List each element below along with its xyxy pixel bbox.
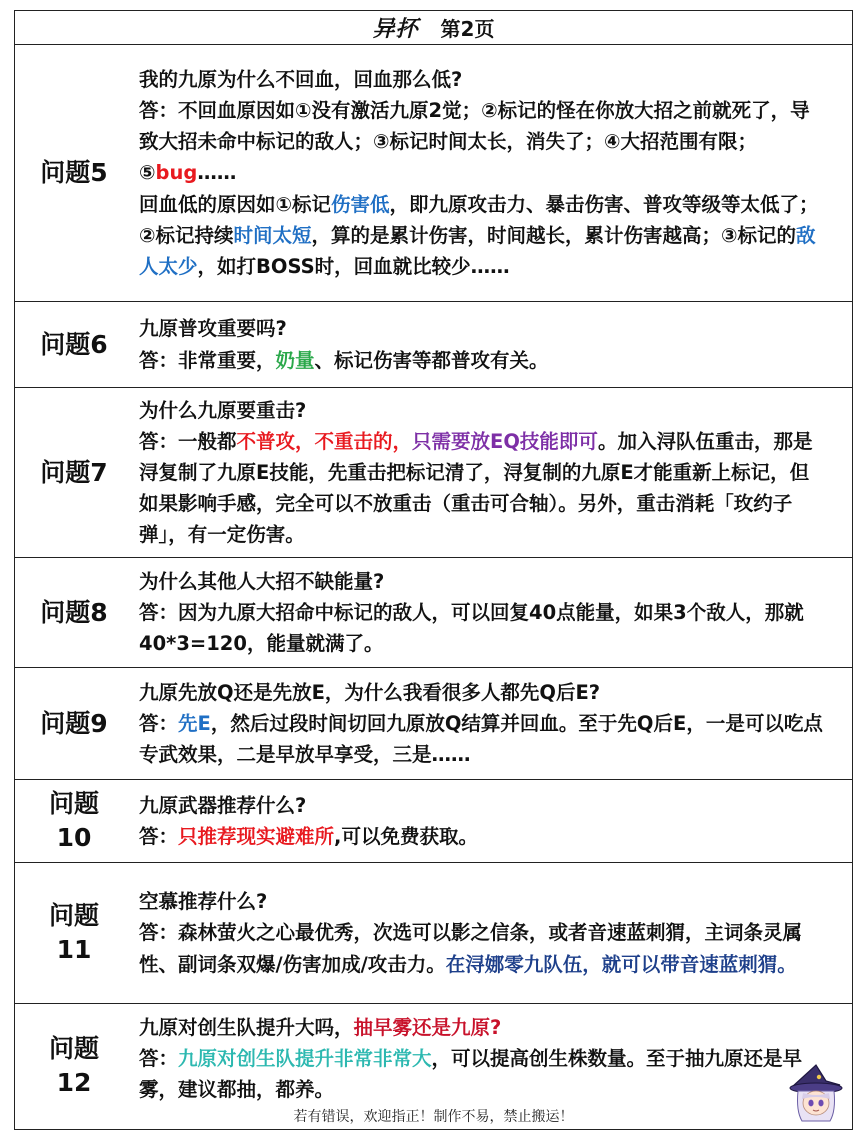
answer-text: 答：非常重要，奶量、标记伤害等都普攻有关。 xyxy=(139,348,549,372)
answer-text: 答：森林萤火之心最优秀，次选可以影之信条，或者音速蓝刺猬，主词条灵属性、副词条双爆/伤害加成/攻击力。在浔娜零九队伍，就可以带音速蓝刺猬。 xyxy=(139,921,803,976)
answer-cell xyxy=(133,780,852,863)
question-text: 九原普攻重要吗? xyxy=(139,317,287,341)
answer-cell xyxy=(133,45,852,302)
question-label: 问题7 xyxy=(15,388,133,558)
faq-row-6 xyxy=(15,302,852,388)
answer-text: 答：只推荐现实避难所,可以免费获取。 xyxy=(139,825,478,848)
page-number: 第2页 xyxy=(440,17,495,41)
question-label: 问题8 xyxy=(15,558,133,668)
answer-cell xyxy=(133,558,852,668)
faq-row-5 xyxy=(15,45,852,302)
faq-sheet xyxy=(14,10,853,1130)
answer-text: 答：一般都不普攻，不重击的，只需要放EQ技能即可。加入浔队伍重击，那是浔复制了九原E技能，先重击把标记清了，浔复制的九原E才能重新上标记，但如果影响手感，完全可以不放重击（重击可合轴）。另外，重击消耗「玫约子弹」，有一定伤害。 xyxy=(139,429,813,547)
witch-chibi-icon xyxy=(786,1063,846,1125)
logo-text: 异抔 xyxy=(372,17,419,42)
answer-text: 答：九原对创生队提升非常非常大，可以提高创生株数量。至于抽九原还是早雾，建议都抽，都养。 xyxy=(139,1047,803,1102)
question-text: 空慕推荐什么? xyxy=(139,890,268,914)
question-text: 为什么其他人大招不缺能量? xyxy=(139,569,385,593)
question-label: 问题9 xyxy=(15,668,133,780)
question-label: 问题6 xyxy=(15,302,133,388)
question-text: 九原武器推荐什么? xyxy=(139,793,307,817)
answer-cell xyxy=(133,863,852,1004)
question-label: 问题5 xyxy=(15,45,133,302)
answer-cell xyxy=(133,388,852,558)
question-label: 问题 10 xyxy=(15,780,133,863)
faq-row-8 xyxy=(15,558,852,668)
answer-text-2: 回血低的原因如①标记伤害低，即九原攻击力、暴击伤害、普攻等级等太低了；②标记持续时间太短，算的是累计伤害，时间越长，累计伤害越高；③标记的敌人太少，如打BOSS时，回血就比较少…… xyxy=(139,192,819,278)
faq-row-9 xyxy=(15,668,852,780)
footer-note: 若有错误，欢迎指正！制作不易，禁止搬运！ xyxy=(293,1109,574,1125)
faq-row-11 xyxy=(15,863,852,1004)
question-text: 九原先放Q还是先放E，为什么我看很多人都先Q后E? xyxy=(139,680,601,704)
question-text: 我的九原为什么不回血，回血那么低? xyxy=(139,67,463,91)
answer-text: 答：因为九原大招命中标记的敌人，可以回复40点能量，如果3个敌人，那就40*3=120，能量就满了。 xyxy=(139,600,804,656)
answer-cell xyxy=(133,668,852,780)
faq-row-7 xyxy=(15,388,852,558)
answer-text: 答：不回血原因如①没有激活九原2觉；②标记的怪在你放大招之前就死了，导致大招未命中标记的敌人；③标记时间太长，消失了；④大招范围有限；⑤bug…… xyxy=(139,99,810,185)
faq-row-10 xyxy=(15,780,852,863)
answer-text: 答：先E，然后过段时间切回九原放Q结算并回血。至于先Q后E，一是可以吃点专武效果，二是早放早享受，三是…… xyxy=(139,711,823,767)
question-text: 为什么九原要重击? xyxy=(139,398,307,422)
answer-cell xyxy=(133,302,852,388)
question-label: 问题 11 xyxy=(15,863,133,1004)
faq-table xyxy=(15,44,852,1128)
question-text: 九原对创生队提升大吗，抽早雾还是九原? xyxy=(139,1016,502,1039)
page-header xyxy=(15,11,852,44)
question-label: 问题 12 xyxy=(15,1004,133,1128)
